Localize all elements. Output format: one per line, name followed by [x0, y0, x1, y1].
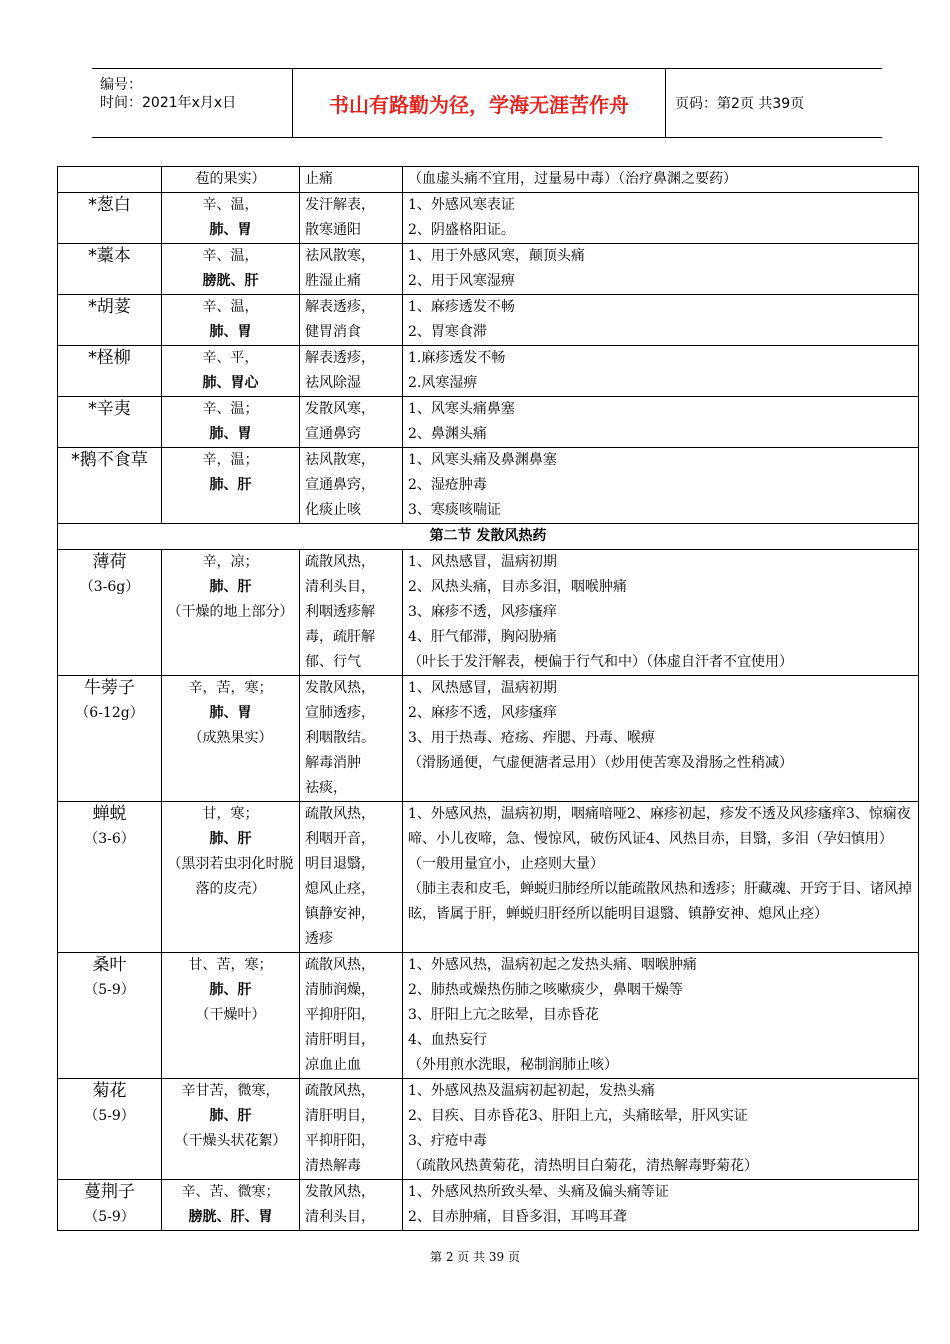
effect-line: 清利头目，	[305, 579, 375, 595]
herb-name: *鹅不食草	[58, 448, 162, 524]
effect-line: 疏散风热，	[305, 957, 375, 973]
herb-indication	[403, 1180, 919, 1231]
effect-line: 胜湿止痛	[305, 273, 361, 289]
herb-name-text: 蔓荆子	[84, 1182, 135, 1202]
herb-taste: 辛，温；	[202, 452, 259, 468]
table-row	[58, 397, 919, 448]
effect-line: 发散风热，	[305, 680, 375, 696]
effect-line: 镇静安神，	[305, 906, 375, 922]
indication-line: 2、目赤肿痛，目昏多泪，耳鸣耳聋	[408, 1209, 627, 1225]
herb-property	[162, 676, 300, 802]
herb-name	[58, 1079, 162, 1180]
indication-line: 1、风寒头痛鼻塞	[408, 401, 515, 417]
effect-line: 健胃消食	[305, 324, 361, 340]
herb-name-text: 薄荷	[92, 552, 127, 572]
indication-line: 1、麻疹透发不畅	[408, 299, 515, 315]
herb-indication	[403, 244, 919, 295]
herb-taste: 辛、温；	[202, 401, 259, 417]
herb-property	[162, 448, 300, 524]
herb-indication: （血虚头痛不宜用，过量易中毒）（治疗鼻渊之要药）	[403, 167, 919, 193]
herb-meridian: 肺、肝	[209, 831, 252, 847]
herb-table-body	[58, 167, 919, 1231]
herb-taste: 甘、苦，寒；	[188, 957, 273, 973]
herb-name: *葱白	[58, 193, 162, 244]
motto: 书山有路勤为径，学海无涯苦作舟	[293, 69, 666, 137]
herb-effect	[300, 953, 403, 1079]
effect-line: 透疹	[305, 931, 333, 947]
indication-line: 2、鼻渊头痛	[408, 426, 487, 442]
herb-effect	[300, 193, 403, 244]
effect-line: 熄风止痉，	[305, 881, 375, 897]
herb-dose: （5-9）	[84, 1209, 135, 1225]
indication-line: 3、麻疹不透，风疹瘙痒	[408, 604, 557, 620]
effect-line: 清肝明目，	[305, 1032, 375, 1048]
table-row	[58, 550, 919, 676]
page-footer: 第 2 页 共 39 页	[430, 1250, 520, 1264]
herb-effect	[300, 346, 403, 397]
indication-line: 1、风热感冒，温病初期	[408, 680, 557, 696]
herb-part: （干燥叶）	[195, 1007, 266, 1023]
herb-name-text: 桑叶	[92, 955, 127, 975]
effect-line: 祛风散寒，	[305, 248, 375, 264]
herb-name: *辛夷	[58, 397, 162, 448]
herb-taste: 辛，凉；	[202, 554, 259, 570]
indication-line: （外用煎水洗眼，秘制润肺止咳）	[408, 1057, 618, 1073]
herb-effect	[300, 1079, 403, 1180]
table-row	[58, 167, 919, 193]
table-row	[58, 1079, 919, 1180]
indication-line: （滑肠通便，气虚便溏者忌用）（炒用使苦寒及滑肠之性稍减）	[408, 755, 793, 771]
effect-line: 发散风寒，	[305, 401, 375, 417]
indication-line: 4、肝气郁滞，胸闷胁痛	[408, 629, 557, 645]
herb-meridian: 肺、肝	[209, 477, 252, 493]
table-row	[58, 346, 919, 397]
table-row	[58, 1180, 919, 1231]
herb-meridian: 肺、胃	[209, 426, 252, 442]
effect-line: 平抑肝阳，	[305, 1133, 375, 1149]
effect-line: 散寒通阳	[305, 222, 361, 238]
indication-line: 1、外感风热，温病初起之发热头痛、咽喉肿痛	[408, 957, 697, 973]
indication-line: （疏散风热黄菊花，清热明目白菊花，清热解毒野菊花）	[408, 1158, 758, 1174]
herb-property	[162, 295, 300, 346]
herb-meridian: 肺、胃	[209, 705, 252, 721]
effect-line: 明目退翳，	[305, 856, 375, 872]
herb-dose: （3-6g）	[79, 579, 140, 595]
herb-effect	[300, 448, 403, 524]
herb-property	[162, 1180, 300, 1231]
effect-line: 清热解毒	[305, 1158, 361, 1174]
herb-effect	[300, 397, 403, 448]
herb-property	[162, 550, 300, 676]
herb-meridian: 肺、肝	[209, 579, 252, 595]
effect-line: 祛风散寒，	[305, 452, 375, 468]
indication-line: （叶长于发汗解表，梗偏于行气和中）（体虚自汗者不宜使用）	[408, 654, 793, 670]
herb-meridian: 膀胱、肝	[202, 273, 259, 289]
effect-line: 郁、行气	[305, 654, 361, 670]
indication-line: 1、外感风热，温病初期，咽痛喑哑2、麻疹初起，疹发不透及风疹瘙痒3、惊痫夜啼、小儿夜啼，急、慢惊风，破伤风证4、风热目赤，目翳，多泪（孕妇慎用）（一般用量宜小，止痉则大量）	[408, 806, 911, 872]
herb-property	[162, 193, 300, 244]
indication-line: 2、肺热或燥热伤肺之咳嗽痰少，鼻咽干燥等	[408, 982, 683, 998]
herb-property	[162, 244, 300, 295]
herb-meridian: 肺、肝	[209, 982, 252, 998]
herb-effect	[300, 295, 403, 346]
indication-line: 3、用于热毒、疮疡、痄腮、丹毒、喉痹	[408, 730, 655, 746]
indication-line: 2、湿疮肿毒	[408, 477, 487, 493]
herb-dose: （3-6）	[84, 831, 135, 847]
table-row	[58, 193, 919, 244]
effect-line: 疏散风热，	[305, 806, 375, 822]
effect-line: 发汗解表，	[305, 197, 375, 213]
herb-dose: （6-12g）	[75, 705, 144, 721]
effect-line: 利咽透疹解	[305, 604, 375, 620]
effect-line: 利咽开音，	[305, 831, 375, 847]
herb-taste: 辛、温，	[202, 299, 259, 315]
herb-part: （黑羽若虫羽化时脱落的皮壳）	[167, 856, 294, 897]
indication-line: 1、用于外感风寒，颠顶头痛	[408, 248, 585, 264]
effect-line: 化痰止咳	[305, 502, 361, 518]
herb-indication	[403, 295, 919, 346]
table-row	[58, 953, 919, 1079]
effect-line: 宣通鼻窍，	[305, 477, 375, 493]
herb-indication	[403, 676, 919, 802]
herb-name: *胡荽	[58, 295, 162, 346]
table-row	[58, 802, 919, 953]
herb-taste: 辛、温，	[202, 248, 259, 264]
indication-line: 2、麻疹不透，风疹瘙痒	[408, 705, 557, 721]
herb-part: （干燥头状花絮）	[174, 1133, 287, 1149]
effect-line: 祛痰，	[305, 780, 347, 796]
herb-indication	[403, 802, 919, 953]
herb-effect	[300, 1180, 403, 1231]
herb-indication	[403, 346, 919, 397]
herb-meridian: 肺、胃	[209, 324, 252, 340]
herb-name	[58, 550, 162, 676]
page-number-label: 页码：第2页 共39页	[675, 96, 805, 112]
id-label: 编号：	[100, 77, 142, 93]
indication-line: 1、外感风寒表证	[408, 197, 515, 213]
herb-indication	[403, 397, 919, 448]
section-row	[58, 524, 919, 550]
effect-line: 解表透疹，	[305, 350, 375, 366]
herb-part: （干燥的地上部分）	[167, 604, 294, 620]
herb-indication	[403, 1079, 919, 1180]
herb-indication	[403, 448, 919, 524]
effect-line: 凉血止血	[305, 1057, 361, 1073]
section-title: 第二节 发散风热药	[58, 524, 919, 550]
herb-meridian: 膀胱、肝、胃	[188, 1209, 273, 1225]
herb-meridian: 肺、肝	[209, 1108, 252, 1124]
herb-name: *柽柳	[58, 346, 162, 397]
indication-line: 1.麻疹透发不畅	[408, 350, 506, 366]
effect-line: 疏散风热，	[305, 554, 375, 570]
herb-name	[58, 802, 162, 953]
herb-part: （成熟果实）	[188, 730, 273, 746]
herb-name-text: 牛蒡子	[84, 678, 135, 698]
effect-line: 疏散风热，	[305, 1083, 375, 1099]
indication-line: （肺主表和皮毛，蝉蜕归肺经所以能疏散风热和透疹；肝藏魂、开窍于目、诸风掉眩，皆属于肝，蝉蜕归肝经所以能明目退翳、镇静安神、熄风止痉）	[408, 881, 912, 922]
herb-effect: 止痛	[300, 167, 403, 193]
effect-line: 祛风除湿	[305, 375, 361, 391]
table-row	[58, 448, 919, 524]
indication-line: 1、风热感冒，温病初期	[408, 554, 557, 570]
header-meta	[92, 69, 293, 137]
herb-name-text: 菊花	[92, 1081, 127, 1101]
herb-taste: 辛、苦、微寒；	[181, 1184, 280, 1200]
herb-property	[162, 953, 300, 1079]
effect-line: 平抑肝阳，	[305, 1007, 375, 1023]
effect-line: 清肝明目，	[305, 1108, 375, 1124]
herb-indication	[403, 550, 919, 676]
indication-line: 2、阴盛格阳证。	[408, 222, 515, 238]
indication-line: 3、寒痰咳喘证	[408, 502, 501, 518]
indication-line: 2、目疾、目赤昏花3、肝阳上亢，头痛眩晕，肝风实证	[408, 1108, 748, 1124]
herb-name	[58, 953, 162, 1079]
effect-line: 宣通鼻窍	[305, 426, 361, 442]
herb-taste: 辛、温，	[202, 197, 259, 213]
indication-line: 3、疔疮中毒	[408, 1133, 487, 1149]
effect-line: 发散风热，	[305, 1184, 375, 1200]
herb-property	[162, 802, 300, 953]
herb-name	[58, 167, 162, 193]
indication-line: 2.风寒湿痹	[408, 375, 478, 391]
table-row	[58, 244, 919, 295]
herb-property: 苞的果实）	[162, 167, 300, 193]
table-row	[58, 295, 919, 346]
effect-line: 解毒消肿	[305, 755, 361, 771]
herb-effect	[300, 802, 403, 953]
herb-taste: 甘，寒；	[202, 806, 259, 822]
herb-indication	[403, 953, 919, 1079]
effect-line: 解表透疹，	[305, 299, 375, 315]
herb-name	[58, 1180, 162, 1231]
effect-line: 利咽散结。	[305, 730, 375, 746]
herb-taste: 辛甘苦，微寒，	[181, 1083, 280, 1099]
herb-meridian: 肺、胃	[209, 222, 252, 238]
herb-property	[162, 346, 300, 397]
herb-name	[58, 676, 162, 802]
herb-effect	[300, 676, 403, 802]
effect-line: 宣肺透疹，	[305, 705, 375, 721]
indication-line: 2、风热头痛，目赤多泪，咽喉肿痛	[408, 579, 627, 595]
herb-indication	[403, 193, 919, 244]
herb-effect	[300, 244, 403, 295]
effect-line: 毒，疏肝解	[305, 629, 375, 645]
effect-line: 清肺润燥，	[305, 982, 375, 998]
time-label: 时间：2021年x月x日	[100, 95, 237, 111]
effect-line: 清利头目，	[305, 1209, 375, 1225]
herb-dose: （5-9）	[84, 1108, 135, 1124]
herb-name: *藁本	[58, 244, 162, 295]
herb-taste: 辛、平，	[202, 350, 259, 366]
indication-line: 1、外感风热及温病初起初起，发热头痛	[408, 1083, 655, 1099]
herb-taste: 辛，苦，寒；	[188, 680, 273, 696]
indication-line: 2、胃寒食滞	[408, 324, 487, 340]
herb-dose: （5-9）	[84, 982, 135, 998]
herb-property	[162, 1079, 300, 1180]
indication-line: 2、用于风寒湿痹	[408, 273, 515, 289]
herb-property	[162, 397, 300, 448]
herb-meridian: 肺、胃心	[202, 375, 259, 391]
indication-line: 1、外感风热所致头晕、头痛及偏头痛等证	[408, 1184, 669, 1200]
indication-line: 3、肝阳上亢之眩晕，目赤昏花	[408, 1007, 599, 1023]
indication-line: 1、风寒头痛及鼻渊鼻塞	[408, 452, 557, 468]
herb-table	[57, 166, 919, 1231]
herb-name-text: 蝉蜕	[92, 804, 127, 824]
indication-line: 4、血热妄行	[408, 1032, 487, 1048]
page-header	[92, 68, 882, 138]
herb-effect	[300, 550, 403, 676]
table-row	[58, 676, 919, 802]
